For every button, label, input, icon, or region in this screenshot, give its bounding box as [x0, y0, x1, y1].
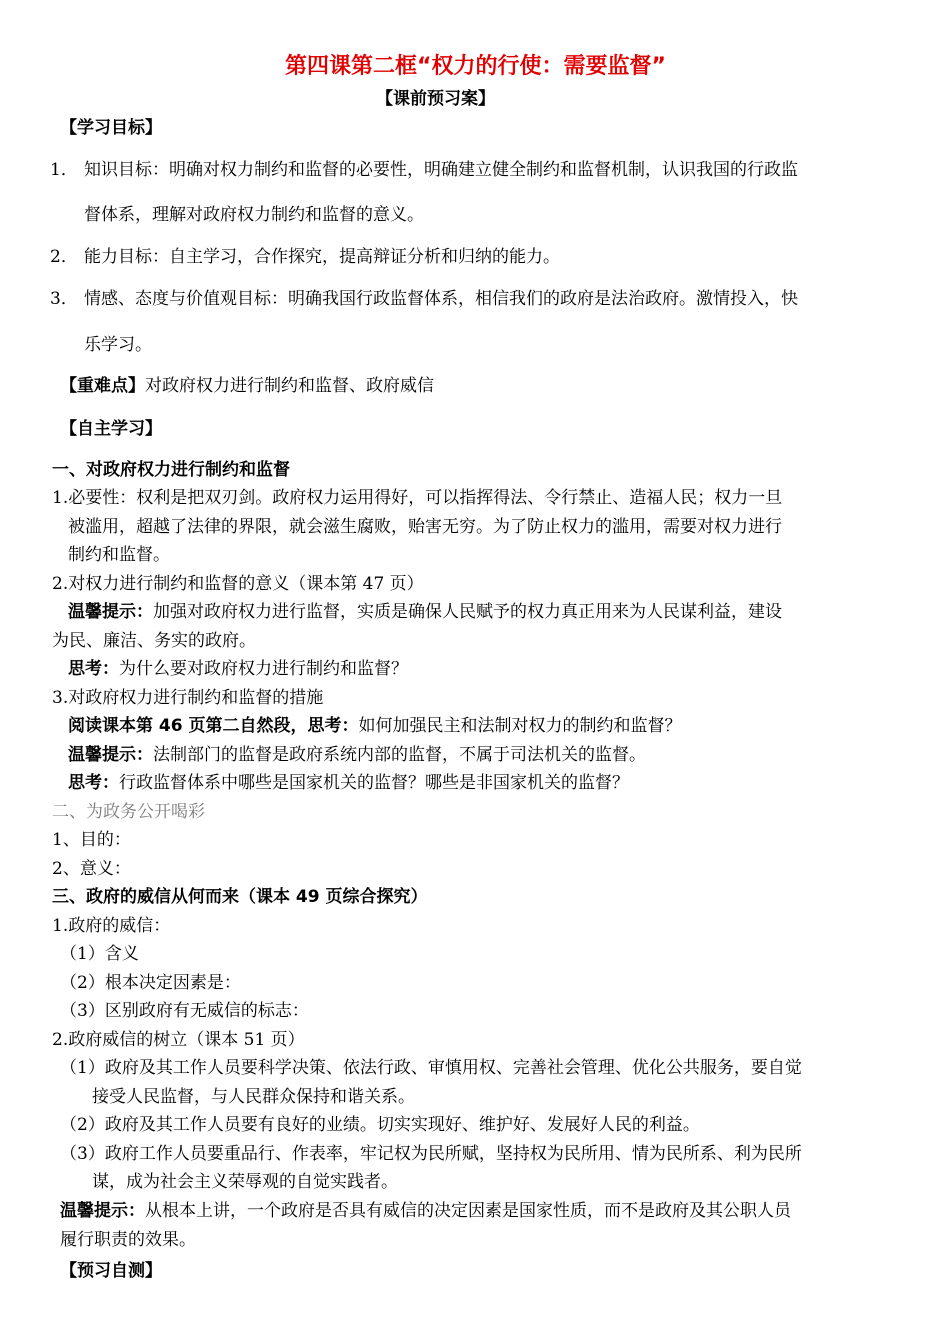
goal-2-number: 2． — [50, 247, 78, 267]
goal-1-number: 1． — [50, 160, 78, 180]
s3-p1-a: （1）含义 — [60, 944, 139, 964]
think-2-label: 思考： — [68, 773, 119, 793]
tip-1 — [68, 601, 782, 623]
read-prompt-text: 如何加强民主和法制对权力的制约和监督？ — [358, 716, 682, 736]
page-subtitle: 【课前预习案】 — [376, 89, 495, 109]
tip-1-continued: 为民、廉洁、务实的政府。 — [52, 631, 256, 651]
key-points-text: 对政府权力进行制约和监督、政府威信 — [145, 376, 434, 396]
s1-p1-line2: 被滥用，超越了法律的界限，就会滋生腐败，贻害无穷。为了防止权力的滥用，需要对权力进行 — [68, 517, 782, 537]
goal-1-text: 知识目标：明确对权力制约和监督的必要性，明确建立健全制约和监督机制，认识我国的行政监 — [84, 160, 798, 180]
s3-p1-b: （2）根本决定因素是： — [60, 973, 241, 993]
tip-3-text: 从根本上讲，一个政府是否具有威信的决定因素是国家性质，而不是政府及其公职人员 — [145, 1201, 791, 1221]
tip-2-label: 温馨提示： — [68, 745, 153, 765]
think-2 — [68, 772, 629, 794]
tip-1-label: 温馨提示： — [68, 602, 153, 622]
think-1-label: 思考： — [68, 659, 119, 679]
think-1 — [68, 658, 408, 680]
s1-p1-line3: 制约和监督。 — [68, 545, 170, 565]
s1-p2: 2.对权力进行制约和监督的意义（课本第 47 页） — [52, 574, 424, 594]
key-points — [60, 375, 434, 397]
section-3-heading: 三、政府的威信从何而来（课本 49 页综合探究） — [52, 887, 428, 907]
s3-p1-c: （3）区别政府有无威信的标志： — [60, 1001, 309, 1021]
s3-p2: 2.政府威信的树立（课本 51 页） — [52, 1030, 305, 1050]
tip-1-text: 加强对政府权力进行监督，实质是确保人民赋予的权力真正用来为人民谋利益，建设 — [153, 602, 782, 622]
read-prompt-label: 阅读课本第 46 页第二自然段，思考： — [68, 716, 359, 736]
think-1-text: 为什么要对政府权力进行制约和监督？ — [119, 659, 408, 679]
s2-item-2: 2、意义： — [52, 859, 131, 879]
read-prompt — [68, 715, 682, 737]
s1-p1-line1: 1.必要性：权利是把双刃剑。政府权力运用得好，可以指挥得法、令行禁止、造福人民；权力一旦 — [52, 488, 783, 508]
tip-3-continued: 履行职责的效果。 — [60, 1230, 196, 1250]
goal-item-3 — [50, 288, 798, 310]
s2-item-1: 1、目的： — [52, 830, 131, 850]
s3-p2-c-line2: 谋，成为社会主义荣辱观的自觉实践者。 — [92, 1172, 398, 1192]
goal-1-continued: 督体系，理解对政府权力制约和监督的意义。 — [84, 205, 424, 225]
tip-3 — [60, 1200, 791, 1222]
section-1-heading: 一、对政府权力进行制约和监督 — [52, 460, 290, 480]
tip-2 — [68, 744, 646, 766]
s3-p2-b: （2）政府及其工作人员要有良好的业绩。切实实现好、维护好、发展好人民的利益。 — [60, 1115, 700, 1135]
goal-item-1 — [50, 159, 798, 181]
s3-p2-a-line2: 接受人民监督，与人民群众保持和谐关系。 — [92, 1087, 415, 1107]
page-title: 第四课第二框“权力的行使：需要监督” — [285, 54, 666, 79]
goal-3-continued: 乐学习。 — [84, 335, 152, 355]
tip-2-text: 法制部门的监督是政府系统内部的监督，不属于司法机关的监督。 — [153, 745, 646, 765]
s3-p2-a-line1: （1）政府及其工作人员要科学决策、依法行政、审慎用权、完善社会管理、优化公共服务，要自觉 — [60, 1058, 802, 1078]
s1-p3: 3.对政府权力进行制约和监督的措施 — [52, 688, 324, 708]
s3-p1: 1.政府的威信： — [52, 916, 171, 936]
self-study-heading: 【自主学习】 — [60, 419, 162, 439]
s3-p2-c-line1: （3）政府工作人员要重品行、作表率，牢记权为民所赋，坚持权为民所用、情为民所系、利为民所 — [60, 1144, 802, 1164]
self-test-heading: 【预习自测】 — [60, 1261, 162, 1281]
section-2-heading: 二、为政务公开喝彩 — [52, 802, 205, 822]
goal-3-text: 情感、态度与价值观目标：明确我国行政监督体系，相信我们的政府是法治政府。激情投入，快 — [84, 289, 798, 309]
goals-heading: 【学习目标】 — [60, 118, 162, 138]
goal-2-text: 能力目标：自主学习，合作探究，提高辩证分析和归纳的能力。 — [84, 247, 560, 267]
goal-3-number: 3． — [50, 289, 78, 309]
tip-3-label: 温馨提示： — [60, 1201, 145, 1221]
goal-item-2 — [50, 246, 560, 268]
key-points-label: 【重难点】 — [60, 376, 145, 396]
think-2-text: 行政监督体系中哪些是国家机关的监督？哪些是非国家机关的监督？ — [119, 773, 629, 793]
